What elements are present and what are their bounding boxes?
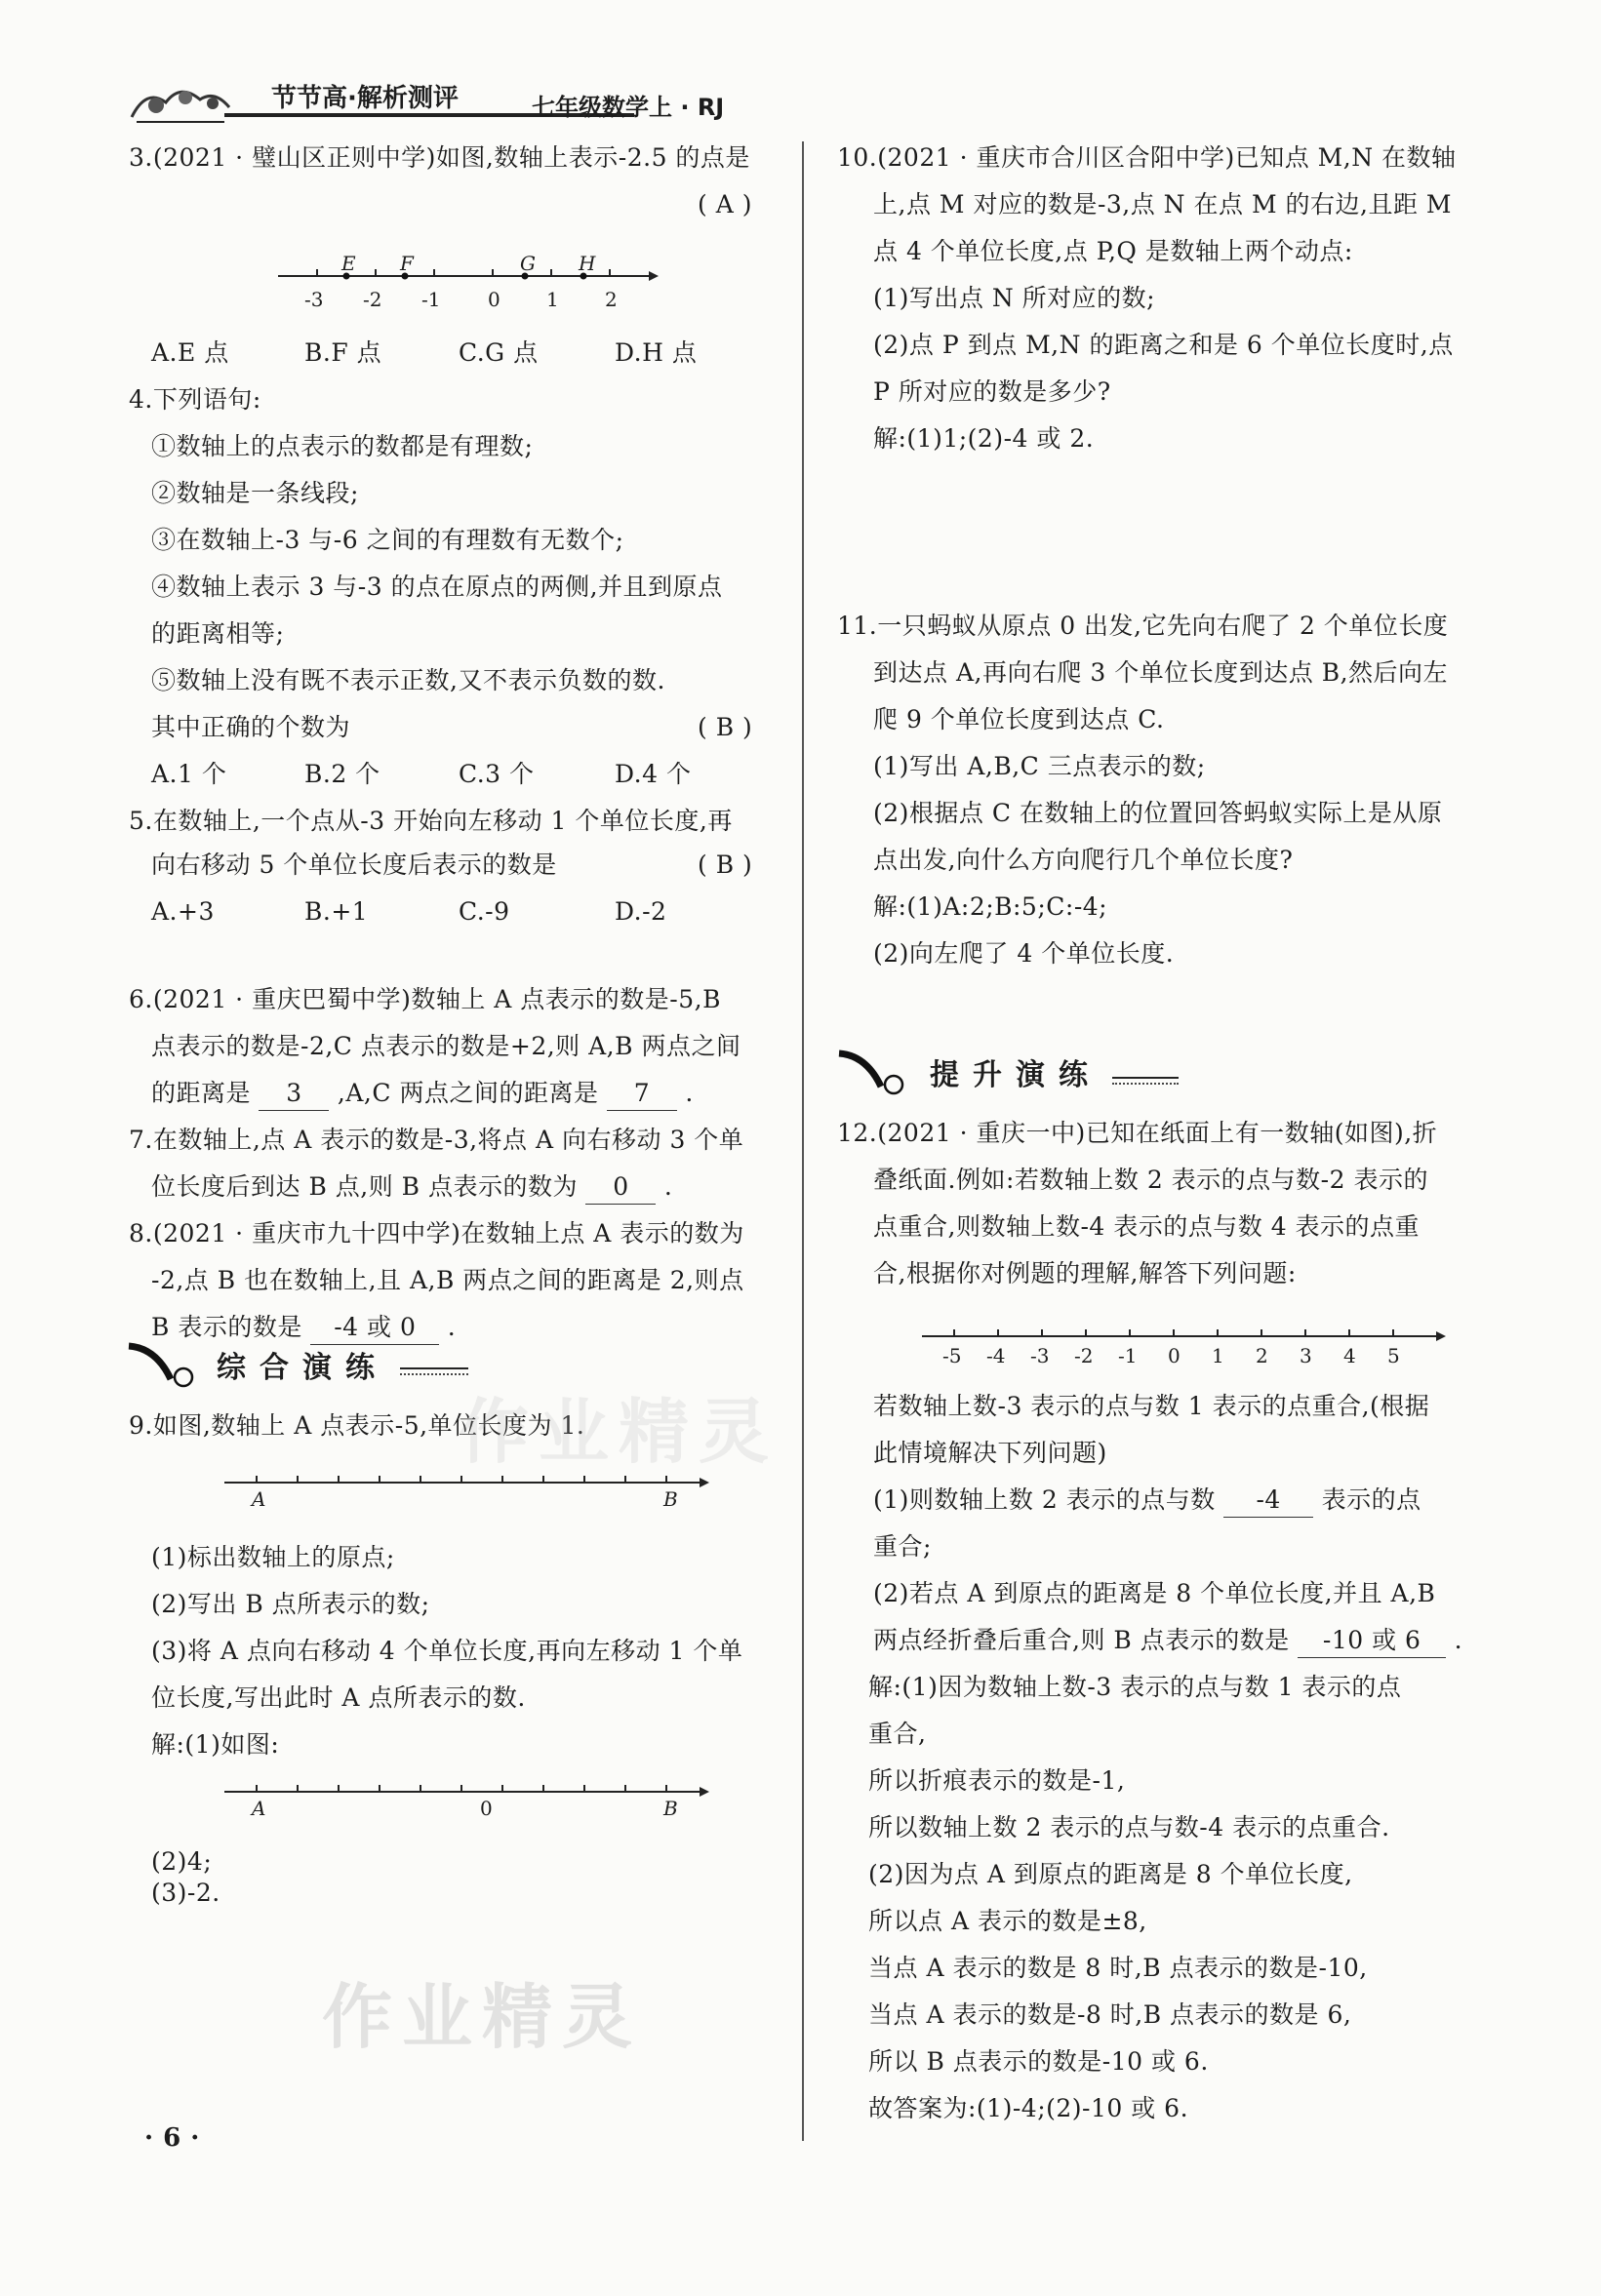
q12-text: 12.(2021 · 重庆一中)已知在纸面上有一数轴(如图),折 (837, 1119, 1438, 1147)
q5-text: 向右移动 5 个单位长度后表示的数是 (151, 851, 557, 879)
q12-tick-label: 4 (1343, 1344, 1356, 1367)
q10-solution: 解:(1)1;(2)-4 或 2. (873, 424, 1095, 453)
swoosh-icon (127, 1338, 205, 1392)
q12-text: 合,根据你对例题的理解,解答下列问题: (873, 1259, 1297, 1287)
q9-part: (1)标出数轴上的原点; (151, 1543, 395, 1571)
q12-tick-label: -2 (1074, 1344, 1094, 1367)
q12-solution: 解:(1)因为数轴上数-3 表示的点与数 1 表示的点 (868, 1673, 1402, 1701)
q3-label-f: F (400, 252, 414, 275)
q4-option-c: C.3 个 (459, 760, 535, 788)
q9-text: 9.如图,数轴上 A 点表示-5,单位长度为 1. (129, 1411, 585, 1440)
q5-option-d: D.-2 (615, 897, 667, 926)
q12-solution: 所以折痕表示的数是-1, (868, 1766, 1126, 1795)
q10-text: 上,点 M 对应的数是-3,点 N 在点 M 的右边,且距 M (873, 190, 1452, 218)
column-divider (802, 141, 804, 2141)
q3-option-a: A.E 点 (151, 338, 229, 367)
swoosh-icon (837, 1046, 915, 1099)
q4-statement: ①数轴上的点表示的数都是有理数; (151, 432, 534, 460)
q9-sol-label-b: B (663, 1797, 678, 1820)
q11-solution: 解:(1)A:2;B:5;C:-4; (873, 892, 1108, 921)
q12-tick-label: 1 (1212, 1344, 1224, 1367)
q9-sol-label-zero: 0 (480, 1797, 493, 1820)
q12-blank-2: -10 或 6 (1298, 1624, 1446, 1658)
q4-question: 其中正确的个数为 (151, 713, 351, 741)
q3-tick: 2 (605, 288, 618, 311)
q4-statement: 的距离相等; (151, 619, 285, 648)
q10-text: 点 4 个单位长度,点 P,Q 是数轴上两个动点: (873, 237, 1353, 265)
section-title: 综合演练 (217, 1351, 388, 1385)
q4-option-d: D.4 个 (615, 760, 692, 788)
q6-text: 6.(2021 · 重庆巴蜀中学)数轴上 A 点表示的数是-5,B (129, 985, 721, 1013)
q6-blank-2: 7 (607, 1077, 677, 1111)
q8-text: -2,点 B 也在数轴上,且 A,B 两点之间的距离是 2,则点 (151, 1266, 744, 1294)
q3-tick: 0 (488, 288, 500, 311)
brand-title: 节节高·解析测评 (271, 84, 459, 113)
q9-part: 位长度,写出此时 A 点所表示的数. (151, 1683, 526, 1712)
q12-solution: 当点 A 表示的数是-8 时,B 点表示的数是 6, (868, 2000, 1352, 2029)
q12-tick-label: 5 (1387, 1344, 1400, 1367)
q10-text: 10.(2021 · 重庆市合川区合阳中学)已知点 M,N 在数轴 (837, 143, 1457, 172)
q12-solution: (2)因为点 A 到原点的距离是 8 个单位长度, (868, 1860, 1353, 1888)
q8-blank: -4 或 0 (310, 1311, 439, 1345)
q11-part: (1)写出 A,B,C 三点表示的数; (873, 752, 1206, 780)
q3-label-h: H (579, 252, 596, 275)
section-rule (1112, 1077, 1179, 1085)
q3-option-d: D.H 点 (615, 338, 698, 367)
q4-statement: ④数轴上表示 3 与-3 的点在原点的两侧,并且到原点 (151, 573, 723, 601)
q12-solution: 重合, (868, 1720, 927, 1748)
page-number: · 6 · (144, 2123, 200, 2153)
section-title: 提升演练 (930, 1058, 1101, 1092)
q9-solution-number-line (220, 1777, 717, 1806)
q12-blank-1: -4 (1223, 1484, 1313, 1518)
q6-line3: 的距离是 3 ,A,C 两点之间的距离是 7 . (151, 1077, 694, 1111)
q11-part: 点出发,向什么方向爬行几个单位长度? (873, 846, 1294, 874)
q12-tick-label: -1 (1118, 1344, 1138, 1367)
q9-label-a: A (252, 1487, 266, 1511)
q12-solution: 所以 B 点表示的数是-10 或 6. (868, 2047, 1209, 2076)
q11-text: 到达点 A,再向右爬 3 个单位长度到达点 B,然后向左 (873, 658, 1449, 687)
q3-option-b: B.F 点 (304, 338, 382, 367)
q12-tick-label: 0 (1168, 1344, 1181, 1367)
q4-answer: ( B ) (698, 713, 753, 741)
q12-tick-label: -4 (986, 1344, 1006, 1367)
q7-line2: 位长度后到达 B 点,则 B 点表示的数为 0 . (151, 1170, 672, 1205)
q5-option-a: A.+3 (151, 897, 215, 926)
q12-part: 重合; (873, 1532, 932, 1561)
q6-text: 点表示的数是-2,C 点表示的数是+2,则 A,B 两点之间 (151, 1032, 741, 1060)
section-header-advanced (837, 1046, 1188, 1104)
q4-statement: ②数轴是一条线段; (151, 479, 359, 507)
q11-text: 爬 9 个单位长度到达点 C. (873, 705, 1165, 733)
q5-answer: ( B ) (698, 851, 753, 879)
q12-text: 点重合,则数轴上数-4 表示的点与数 4 表示的点重 (873, 1212, 1421, 1241)
q3-label-e: E (341, 252, 356, 275)
q3-answer: ( A ) (698, 190, 752, 218)
q12-tick-label: 3 (1300, 1344, 1312, 1367)
q12-solution: 当点 A 表示的数是 8 时,B 点表示的数是-10, (868, 1954, 1368, 1982)
q9-sol-label-a: A (252, 1797, 266, 1820)
q5-option-c: C.-9 (459, 897, 510, 926)
q10-part: P 所对应的数是多少? (873, 377, 1111, 406)
q9-label-b: B (663, 1487, 678, 1511)
q3-text: 3.(2021 · 璧山区正则中学)如图,数轴上表示-2.5 的点是 (129, 143, 750, 172)
q9-part: (3)将 A 点向右移动 4 个单位长度,再向左移动 1 个单 (151, 1637, 743, 1665)
q9-solution: (2)4; (151, 1847, 213, 1876)
q4-intro: 4.下列语句: (129, 385, 261, 414)
floral-logo-icon (127, 78, 234, 127)
q12-solution: 故答案为:(1)-4;(2)-10 或 6. (868, 2094, 1189, 2122)
q4-option-b: B.2 个 (304, 760, 380, 788)
q11-solution: (2)向左爬了 4 个单位长度. (873, 939, 1175, 968)
q10-part: (2)点 P 到点 M,N 的距离之和是 6 个单位长度时,点 (873, 331, 1454, 359)
watermark: 作业精灵 (322, 1976, 643, 2058)
q12-tick-label: -5 (942, 1344, 962, 1367)
section-header-comprehensive (127, 1338, 468, 1397)
q3-tick: -2 (363, 288, 382, 311)
q4-statement: ⑤数轴上没有既不表示正数,又不表示负数的数. (151, 666, 665, 694)
grade-label: 七年级数学上 · RJ (532, 94, 725, 121)
q12-tick-label: 2 (1256, 1344, 1268, 1367)
q12-part: (2)若点 A 到原点的距离是 8 个单位长度,并且 A,B (873, 1579, 1436, 1607)
q12-condition: 若数轴上数-3 表示的点与数 1 表示的点重合,(根据 (873, 1392, 1430, 1420)
q12-part-2: 两点经折叠后重合,则 B 点表示的数是 -10 或 6 . (873, 1624, 1462, 1658)
q12-solution: 所以点 A 表示的数是±8, (868, 1907, 1147, 1935)
q8-line3: B 表示的数是 -4 或 0 . (151, 1311, 456, 1345)
section-rule (400, 1367, 468, 1375)
q3-tick: -3 (304, 288, 324, 311)
q6-blank-1: 3 (259, 1077, 329, 1111)
q3-label-g: G (520, 252, 536, 275)
q12-text: 叠纸面.例如:若数轴上数 2 表示的点与数-2 表示的 (873, 1166, 1428, 1194)
q12-tick-label: -3 (1030, 1344, 1050, 1367)
watermark: 作业精灵 (459, 1391, 780, 1473)
q9-part: (2)写出 B 点所表示的数; (151, 1590, 430, 1618)
q10-part: (1)写出点 N 所对应的数; (873, 284, 1156, 312)
q3-tick: -1 (421, 288, 441, 311)
q9-solution: 解:(1)如图: (151, 1730, 280, 1759)
q5-option-b: B.+1 (304, 897, 369, 926)
q11-part: (2)根据点 C 在数轴上的位置回答蚂蚁实际上是从原 (873, 799, 1443, 827)
q12-part-1: (1)则数轴上数 2 表示的点与数 -4 表示的点 (873, 1484, 1421, 1518)
q3-option-c: C.G 点 (459, 338, 539, 367)
header (127, 68, 790, 127)
q4-statement: ③在数轴上-3 与-6 之间的有理数有无数个; (151, 526, 624, 554)
q3-tick: 1 (546, 288, 559, 311)
q8-text: 8.(2021 · 重庆市九十四中学)在数轴上点 A 表示的数为 (129, 1219, 744, 1247)
q7-blank: 0 (585, 1170, 656, 1205)
q12-condition: 此情境解决下列问题) (873, 1439, 1107, 1467)
q5-text: 5.在数轴上,一个点从-3 开始向左移动 1 个单位长度,再 (129, 807, 733, 835)
q11-text: 11.一只蚂蚁从原点 0 出发,它先向右爬了 2 个单位长度 (837, 612, 1449, 640)
q12-solution: 所以数轴上数 2 表示的点与数-4 表示的点重合. (868, 1813, 1390, 1841)
q9-solution: (3)-2. (151, 1879, 220, 1907)
q7-text: 7.在数轴上,点 A 表示的数是-3,将点 A 向右移动 3 个单 (129, 1126, 744, 1154)
q4-option-a: A.1 个 (151, 760, 227, 788)
